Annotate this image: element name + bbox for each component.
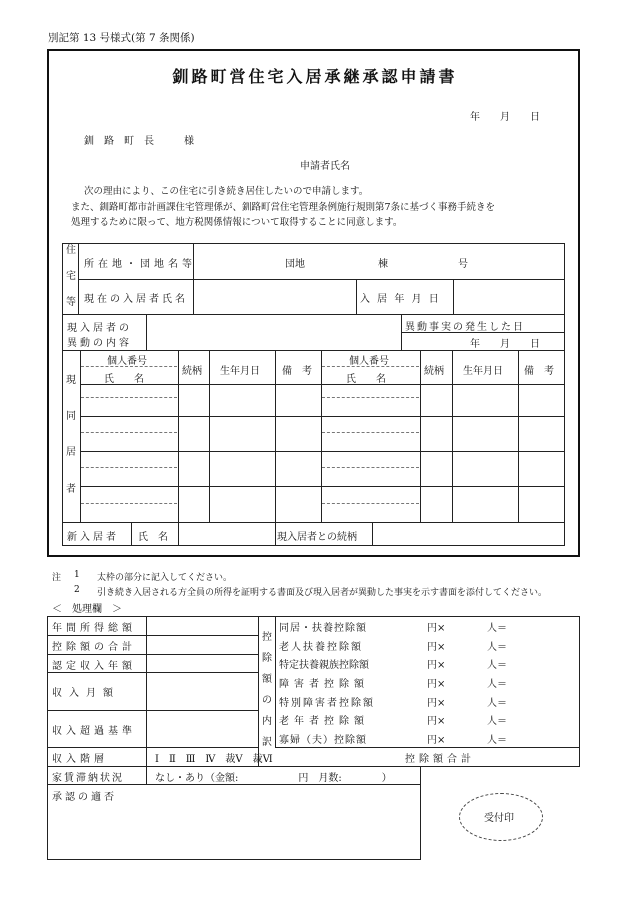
col-name-right: 氏 名 <box>346 374 386 385</box>
deduction-row-3: 特定扶養親族控除額 <box>279 660 369 671</box>
form-number-note: 別記第 13 号様式(第 7 条関係) <box>48 32 195 44</box>
col-relation-right: 続柄 <box>424 366 444 377</box>
note-2: 引き続き入居される方全員の所得を証明する書面及び現入居者が異動した事実を示す書面を添付してください。 <box>97 588 548 598</box>
persons-4: 人＝ <box>487 679 507 690</box>
change-date-value: 年 月 日 <box>470 339 540 350</box>
deduction-side-2: 除 <box>262 653 272 664</box>
address-label: 所在地・団地名等 <box>84 259 196 270</box>
deduction-row-7: 寡婦（夫）控除額 <box>279 735 367 746</box>
note-2-number: 2 <box>74 585 80 595</box>
persons-6: 人＝ <box>487 716 507 727</box>
col-name-left: 氏 名 <box>104 374 144 385</box>
deduction-side-6: 訳 <box>262 737 272 748</box>
note-1: 太枠の部分に記入してください。 <box>97 573 233 583</box>
form-title: 釧路町営住宅入居承継承認申請書 <box>172 67 458 86</box>
yen-x-4: 円× <box>427 679 446 690</box>
intro-line-3: 処理するために限って、地方税関係情報について取得することに同意します。 <box>71 217 403 228</box>
cohab-side-3: 居 <box>66 447 76 458</box>
table-top-border <box>62 243 565 244</box>
col-birth-left: 生年月日 <box>220 366 260 377</box>
col-relation-left: 続柄 <box>182 366 202 377</box>
intro-line-2: また、釧路町都市計画課住宅管理係が、釧路町営住宅管理条例施行規則第7条に基づく事務手続きを <box>71 202 496 213</box>
persons-5: 人＝ <box>487 698 507 709</box>
excess-income-label: 収入超過基準 <box>52 726 136 737</box>
intro-line-1: 次の理由により、この住宅に引き続き居住したいので申請します。 <box>84 186 369 197</box>
change-label-1: 現入居者の <box>67 323 132 334</box>
yen-x-7: 円× <box>427 735 446 746</box>
persons-7: 人＝ <box>487 735 507 746</box>
col-id-left: 個人番号 <box>107 356 147 367</box>
deduction-row-2: 老人扶養控除額 <box>279 642 363 653</box>
new-resident-label: 新入居者 <box>67 532 119 543</box>
deduction-row-6: 老年者控除額 <box>279 716 369 727</box>
table-left-border <box>62 243 63 546</box>
col-birth-right: 生年月日 <box>463 366 503 377</box>
housing-side-label-2: 宅 <box>66 271 76 282</box>
cohab-side-2: 同 <box>66 411 76 422</box>
deduction-row-1: 同居・扶養控除額 <box>279 623 367 634</box>
yen-x-6: 円× <box>427 716 446 727</box>
application-date: 年 月 日 <box>470 112 540 123</box>
col-remarks-right: 備 考 <box>524 366 554 377</box>
yen-x-5: 円× <box>427 698 446 709</box>
move-in-date-label: 入 居 年 月 日 <box>360 294 441 305</box>
notes-prefix: 注 <box>52 573 62 583</box>
deduction-side-3: 額 <box>262 674 272 685</box>
deduction-total-label: 控除額合計 <box>405 754 475 765</box>
gou-label: 号 <box>458 259 468 270</box>
addressee: 釧 路 町 長 様 <box>84 136 194 147</box>
deduction-sum-label: 控除額の合計 <box>52 642 136 653</box>
table-bottom-border <box>62 545 565 546</box>
income-levels: Ⅰ Ⅱ Ⅲ Ⅳ 裁Ⅴ 裁Ⅵ <box>155 754 273 765</box>
new-resident-name-label: 氏 名 <box>138 532 168 543</box>
deduction-side-5: 内 <box>262 716 272 727</box>
deduction-row-4: 障害者控除額 <box>279 679 369 690</box>
housing-side-label-1: 住 <box>66 245 76 256</box>
annual-income-label: 年間所得総額 <box>52 623 136 634</box>
deduction-side-1: 控 <box>262 632 272 643</box>
danchi-label: 団地 <box>285 259 305 270</box>
housing-side-label-3: 等 <box>66 297 76 308</box>
tou-label: 棟 <box>378 259 388 270</box>
deduction-row-5: 特別障害者控除額 <box>279 698 375 709</box>
note-1-number: 1 <box>74 570 80 580</box>
rent-arrears-label: 家賃滞納状況 <box>52 773 124 784</box>
yen-x-2: 円× <box>427 642 446 653</box>
persons-1: 人＝ <box>487 623 507 634</box>
yen-x-1: 円× <box>427 623 446 634</box>
deduction-side-4: の <box>262 695 272 706</box>
approval-label: 承認の適否 <box>52 792 117 803</box>
yen-x-3: 円× <box>427 660 446 671</box>
persons-2: 人＝ <box>487 642 507 653</box>
change-date-label: 異動事実の発生した日 <box>405 322 525 333</box>
processing-heading: ＜ 処理欄 ＞ <box>52 604 122 615</box>
monthly-income-label: 収入月額 <box>52 688 120 699</box>
reception-stamp-label: 受付印 <box>484 813 514 824</box>
col-remarks-left: 備 考 <box>282 366 312 377</box>
certified-income-label: 認定収入年額 <box>52 661 136 672</box>
relation-to-resident-label: 現入居者との続柄 <box>277 532 357 543</box>
cohab-side-4: 者 <box>66 484 76 495</box>
persons-3: 人＝ <box>487 660 507 671</box>
cohab-side-1: 現 <box>66 375 76 386</box>
applicant-name-label: 申請者氏名 <box>300 161 350 172</box>
current-resident-label: 現在の入居者氏名 <box>84 294 188 305</box>
change-label-2: 異動の内容 <box>67 338 132 349</box>
income-level-label: 収入階層 <box>52 754 108 765</box>
col-id-right: 個人番号 <box>349 356 389 367</box>
rent-arrears-value: なし・あり（金額: 円 月数: ） <box>155 773 392 784</box>
table-right-border <box>564 243 565 546</box>
